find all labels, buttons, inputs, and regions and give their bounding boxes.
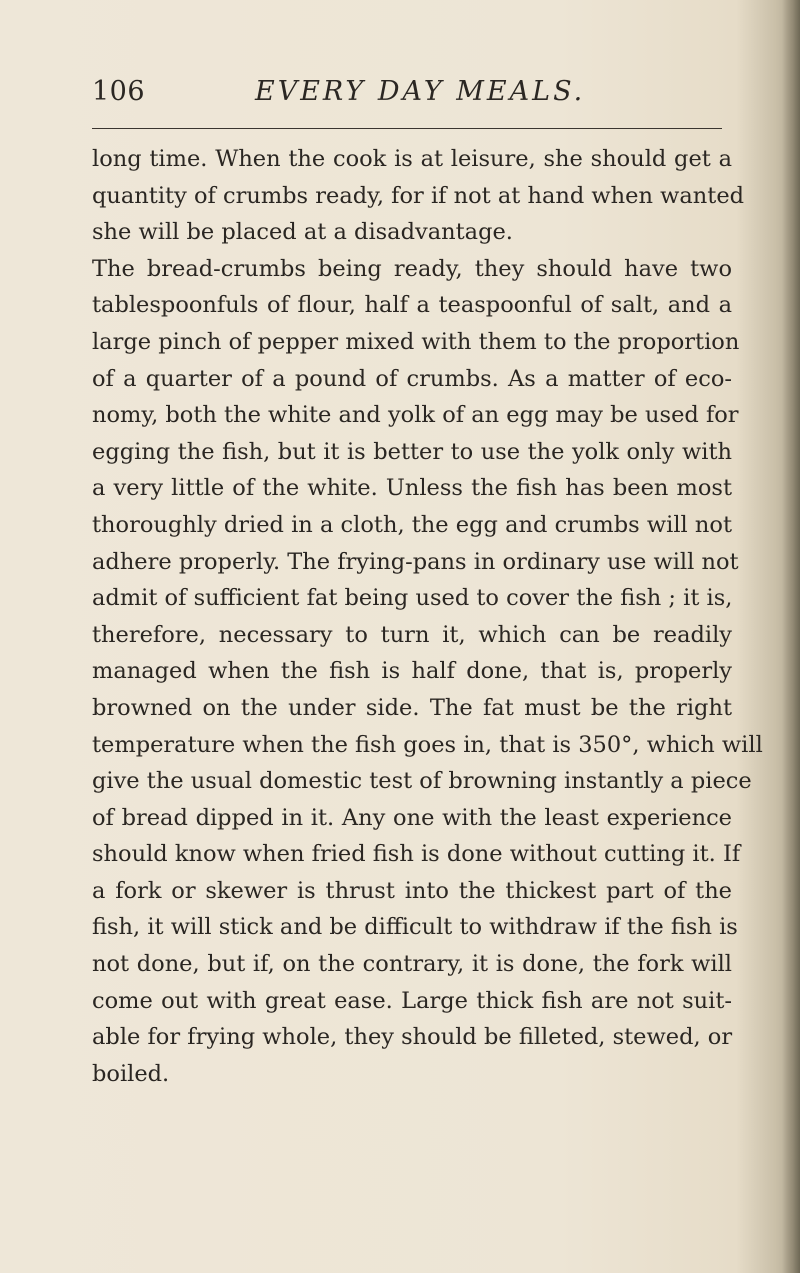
text-line: should know when fried fish is done without cutting it. If [92, 841, 741, 868]
text-line: a very little of the white. Unless the fish has been most [92, 475, 732, 502]
text-line: The bread-crumbs being ready, they should have two [92, 255, 732, 282]
text-line: of bread dipped in it. Any one with the least experience [92, 804, 732, 831]
text-line: fish, it will stick and be difficult to withdraw if the fish is [92, 914, 738, 941]
text-line: nomy, both the white and yolk of an egg may be used for [92, 402, 739, 429]
text-line: a fork or skewer is thrust into the thickest part of the [92, 877, 732, 904]
text-line: large pinch of pepper mixed with them to the proportion [92, 328, 740, 355]
text-line: come out with great ease. Large thick fish are not suit- [92, 987, 732, 1014]
text-line: boiled. [92, 1060, 170, 1087]
text-line: tablespoonfuls of flour, half a teaspoonful of salt, and a [92, 292, 732, 319]
page-number: 106 [92, 76, 146, 107]
text-line: not done, but if, on the contrary, it is done, the fork will [92, 951, 732, 978]
text-line: give the usual domestic test of browning instantly a piece [92, 768, 752, 795]
text-line: therefore, necessary to turn it, which can be readily [92, 621, 732, 648]
text-line: of a quarter of a pound of crumbs. As a matter of eco- [92, 365, 732, 392]
page-edge-shadow [782, 0, 800, 1273]
text-line: managed when the fish is half done, that is, properly [92, 658, 732, 685]
text-line: admit of sufficient fat being used to cover the fish ; it is, [92, 585, 733, 612]
text-line: adhere properly. The frying-pans in ordinary use will not [92, 548, 739, 575]
text-line: quantity of crumbs ready, for if not at hand when wanted [92, 182, 745, 209]
text-line: she will be placed at a disadvantage. [92, 219, 513, 246]
running-head [92, 76, 722, 116]
text-line: able for frying whole, they should be filleted, stewed, or [92, 1024, 733, 1051]
body-text [92, 141, 763, 1092]
header-rule [92, 128, 722, 129]
text-line: temperature when the fish goes in, that is 350°, which will [92, 731, 763, 758]
text-line: egging the fish, but it is better to use the yolk only with [92, 438, 732, 465]
text-line: long time. When the cook is at leisure, she should get a [92, 146, 732, 172]
text-line: thoroughly dried in a cloth, the egg and crumbs will not [92, 511, 732, 538]
running-title: EVERY DAY MEALS. [255, 76, 586, 107]
text-line: browned on the under side. The fat must be the right [92, 694, 732, 721]
